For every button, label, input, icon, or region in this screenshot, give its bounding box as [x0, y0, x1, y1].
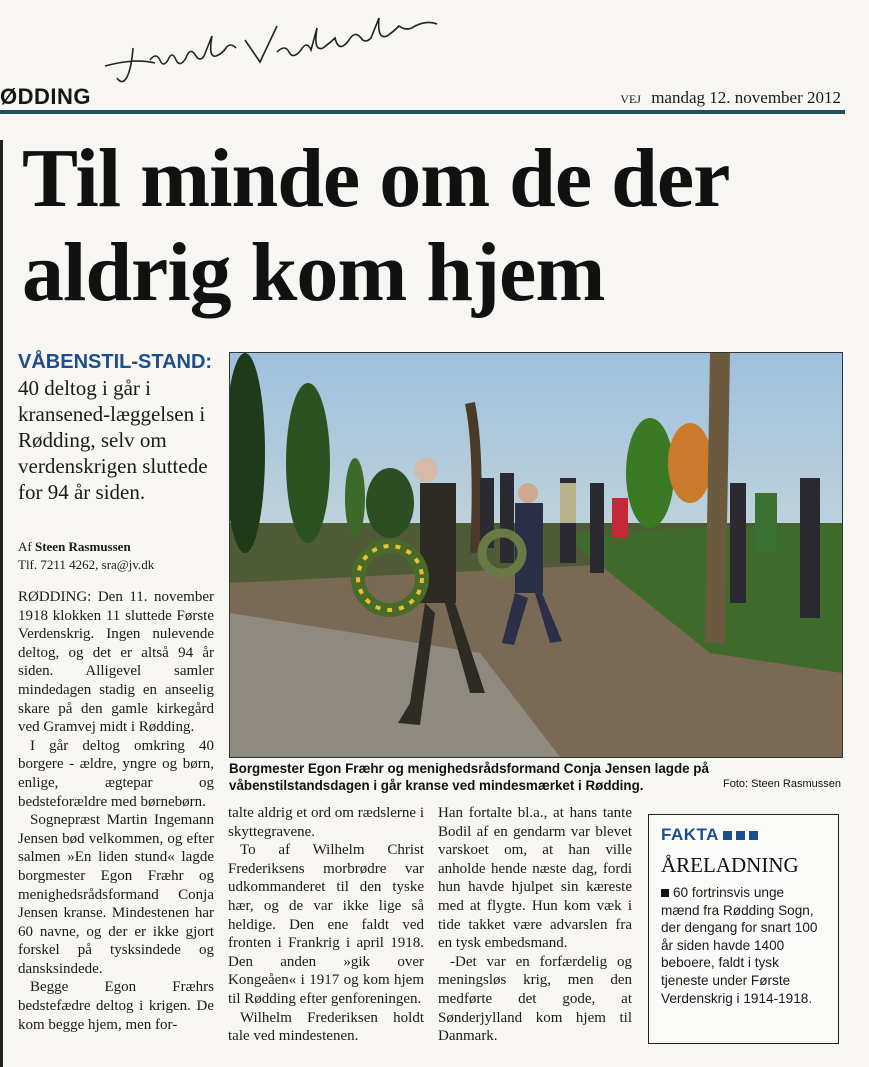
fact-box-heading: ÅRELADNING: [661, 853, 799, 877]
photo-credit: Foto: Steen Rasmussen: [722, 778, 841, 790]
lead-kicker: VÅBENSTIL-STAND:: [18, 351, 213, 373]
article-column-1: [18, 588, 214, 1034]
page-edge-shadow: [0, 140, 3, 1067]
news-photo: [229, 352, 843, 758]
fact-box-text: [661, 884, 826, 1007]
handwritten-paper-name: [95, 18, 455, 88]
paragraph: Sognepræst Martin Ingemann Jensen bød velkommen, og efter salmen »En liden stund« lagde borgmester Egon Fræhr og menighedsrådsformand Conja Jensen kranse. Mindestenen har 60 navne, og der er ikke gjort forskel på tysksindede og dansksindede.: [18, 812, 214, 977]
fact-box: [648, 814, 839, 1044]
headline: Til minde om de der aldrig kom hjem: [22, 132, 728, 319]
paragraph: Begge Egon Fræhrs bedstefædre deltog i krigen. De kom begge hjem, men for-: [18, 979, 214, 1033]
paragraph: RØDDING: Den 11. november 1918 klokken 11 sluttede Første Verdenskrig. Ingen nulevende deltog, og det er altså 94 år siden. Alligevel samler mindedagen stadig en anseelig skare på den gamle kirkegård ved Gramvej midt i Rødding.: [18, 589, 214, 736]
fact-box-body: 60 fortrinsvis unge mænd fra Rødding Sogn, der dengang for snart 100 år siden havde 1400 beboere, faldt i tysk tjeneste under Første Verdenskrig i 1914-1918.: [661, 885, 818, 1006]
paragraph: Wilhelm Frederiksen holdt tale ved mindestenen.: [228, 1009, 424, 1045]
article-column-2: [228, 804, 424, 1046]
date-text: mandag 12. november 2012: [651, 88, 841, 107]
square-icon: [723, 831, 732, 840]
bullet-icon: [661, 889, 669, 897]
square-icon: [749, 831, 758, 840]
dateline: [620, 88, 841, 108]
section-name: ØDDING: [0, 84, 91, 109]
byline: [18, 538, 223, 574]
byline-prefix: Af: [18, 539, 32, 554]
byline-contact: Tlf. 7211 4262, sra@jv.dk: [18, 557, 155, 572]
edition-label: VEJ: [620, 92, 641, 106]
byline-author: Steen Rasmussen: [34, 539, 131, 554]
square-icon: [736, 831, 745, 840]
paragraph: I går deltog omkring 40 borgere - ældre, yngre og børn, enlige, ægtepar og bedsteforældre med børnebørn.: [18, 737, 214, 810]
lead-text: 40 deltog i går i kransened-læggelsen i Rødding, selv om verdenskrigen sluttede for 94 år siden.: [18, 376, 208, 504]
paragraph: Han fortalte bl.a., at hans tante Bodil af en gendarm var blevet varskoet om, at han ville anholde hende næste dag, fordi hun havde hjulpet sin kæreste med at flygte. Hun kom væk i tide takket være advarslen fra en tysk embedsmand.: [438, 805, 632, 952]
photo-caption: Borgmester Egon Fræhr og menighedsrådsformand Conja Jensen lagde på våbenstilstandsdagen i går kranse ved mindesmærket i Rødding.: [229, 761, 709, 793]
fact-box-label: [661, 825, 826, 845]
paragraph: -Det var en forfærdelig og meningsløs krig, men den medførte det gode, at Sønderjylland kom hjem til Danmark.: [438, 953, 632, 1045]
article-column-3: [438, 804, 632, 1046]
paragraph: talte aldrig et ord om rædslerne i skyttegravene.: [228, 805, 424, 840]
header-rule: [0, 110, 845, 114]
lead-paragraph: [18, 348, 218, 505]
fact-box-label-text: FAKTA: [661, 825, 719, 844]
paragraph: To af Wilhelm Christ Frederiksens morbrødre var udkommanderet til den tyske hær, og de var ikke lige så heldige. Den ene faldt ved fronten i Frankrig i april 1918. Den anden »gik over Kongeåen« i 1917 og kom hjem til Rødding efter genforeningen.: [228, 842, 424, 1007]
